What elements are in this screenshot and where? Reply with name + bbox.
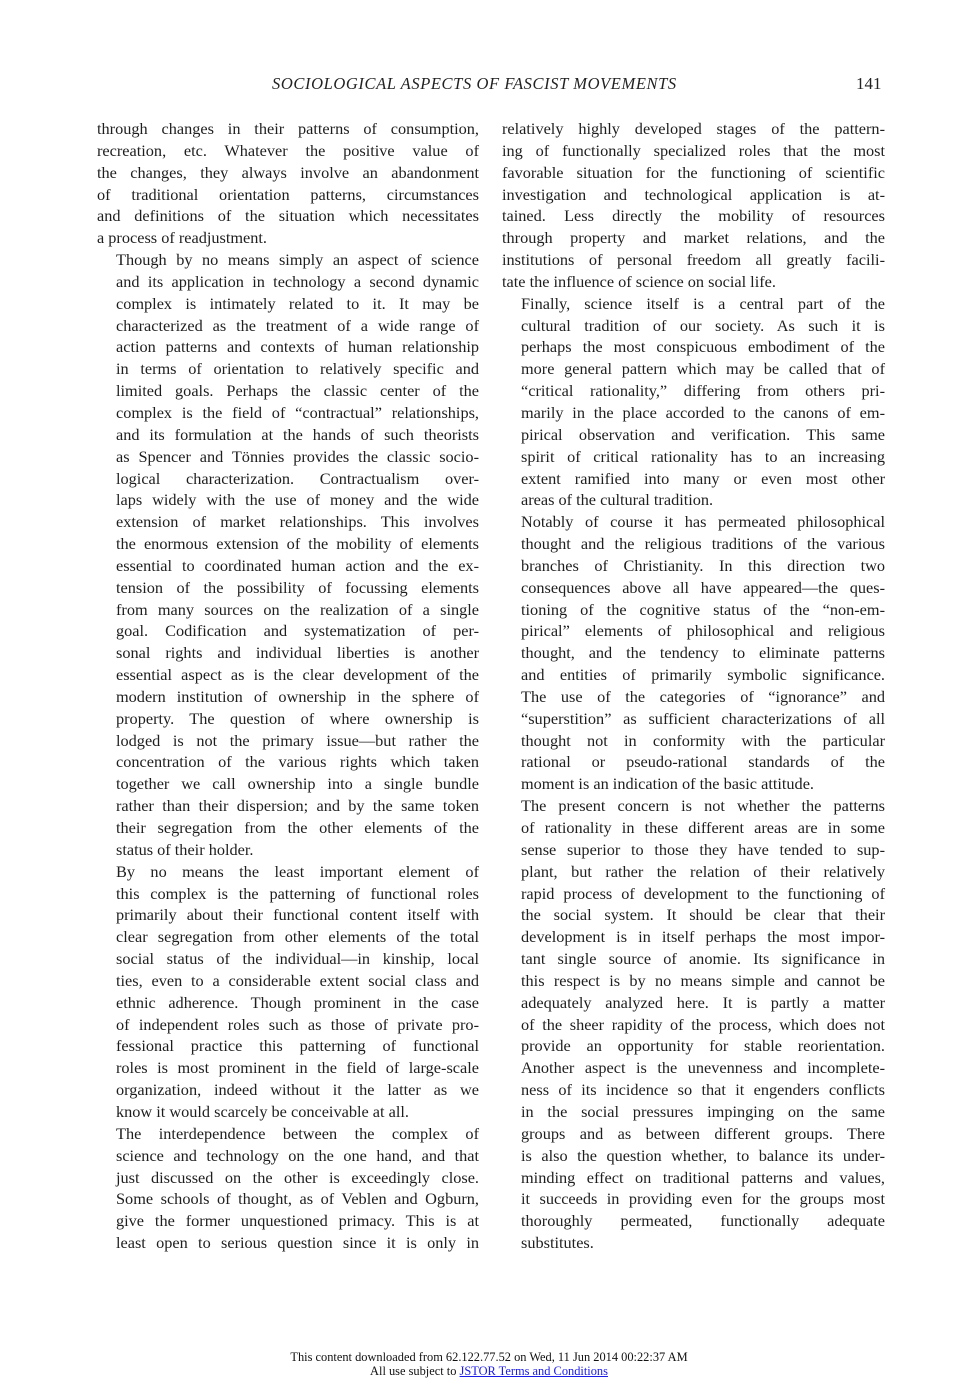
text-line: laps widely with the use of money and the wide xyxy=(116,490,479,510)
text-line: substitutes. xyxy=(521,1233,594,1253)
text-line: organization, indeed without it the latter as we xyxy=(116,1080,479,1100)
text-line: more general pattern which may be called that of xyxy=(521,359,885,379)
text-line: essential aspect as is the clear development of the xyxy=(116,665,479,685)
text-line: their segregation from the other elements of the xyxy=(116,818,479,837)
text-line: it succeeds in providing even for the groups most xyxy=(521,1189,885,1209)
text-line: adequately analyzed here. It is partly a matter xyxy=(521,992,885,1012)
text-line: tate the influence of science on social life. xyxy=(502,271,776,291)
text-line: marily in the place accorded to the canons of em- xyxy=(521,402,885,422)
text-line: of independent roles such as those of private pro- xyxy=(116,1014,479,1034)
text-line: ties, even to a considerable extent social class and xyxy=(116,970,479,990)
text-line: this respect is by no means simple and cannot be xyxy=(521,970,885,990)
text-line: perhaps the most conspicuous embodiment of the xyxy=(521,337,885,357)
text-line: The use of the categories of “ignorance” and xyxy=(521,686,885,706)
text-line: tension of the possibility of focussing elements xyxy=(116,577,479,597)
text-line: spirit of critical rationality has to an increasing xyxy=(521,446,885,466)
text-line: the enormous extension of the mobility of elements xyxy=(116,534,479,554)
text-line: pirical observation and verification. This same xyxy=(521,424,885,444)
text-line: least open to serious question since it is only in xyxy=(116,1233,479,1253)
text-line: is also the question whether, to balance its under- xyxy=(521,1145,885,1165)
text-line: ethnic adherence. Though prominent in the case xyxy=(116,992,479,1012)
text-line: “superstition” as sufficient characterizations of all xyxy=(521,708,885,728)
text-line: minding effect on traditional patterns and values, xyxy=(521,1167,885,1187)
text-line: Another aspect is the unevenness and incomplete- xyxy=(521,1058,885,1078)
text-line: branches of Christianity. In this direction two xyxy=(521,555,885,575)
text-line: together we call ownership into a single bundle xyxy=(116,774,479,794)
text-line: and its formulation at the hands of such theorists xyxy=(116,424,479,444)
jstor-terms-link[interactable]: JSTOR Terms and Conditions xyxy=(459,1364,608,1378)
text-line: extension of market relationships. This involves xyxy=(116,512,479,532)
text-line: of the sheer rapidity of the process, which does not xyxy=(521,1014,885,1034)
text-line: of traditional orientation patterns, circumstances xyxy=(97,184,479,204)
text-line: Though by no means simply an aspect of science xyxy=(116,250,479,270)
text-line: from many sources on the realization of a single xyxy=(116,599,479,619)
download-notice: This content downloaded from 62.122.77.52 on Wed, 11 Jun 2014 00:22:37 AM xyxy=(290,1350,688,1364)
text-line: essential to coordinated human action and the ex- xyxy=(116,555,479,575)
text-line: know it would scarcely be conceivable at all. xyxy=(116,1101,409,1121)
text-line: Some schools of thought, as of Veblen and Ogburn, xyxy=(116,1189,479,1209)
text-line: The present concern is not whether the patterns xyxy=(521,796,885,816)
text-line: rapid process of development to the functioning of xyxy=(521,883,885,903)
text-line: as Spencer and Tönnies provides the classic socio- xyxy=(116,446,479,466)
text-line: complex is the field of “contractual” relationships, xyxy=(116,402,479,422)
text-line: primarily about their functional content itself with xyxy=(116,905,479,925)
left-column xyxy=(97,118,479,1254)
text-line: ing of functionally specialized roles that the most xyxy=(502,140,885,160)
text-line: areas of the cultural tradition. xyxy=(521,490,714,510)
page-number: 141 xyxy=(856,74,882,93)
text-line: thoroughly permeated, functionally adequate xyxy=(521,1211,885,1231)
text-line: complex is intimately related to it. It may be xyxy=(116,293,479,313)
text-line: science and technology on the one hand, and that xyxy=(116,1145,479,1165)
text-line: consequences above all have appeared—the ques- xyxy=(521,577,885,597)
text-line: through property and market relations, and the xyxy=(502,228,885,248)
text-line: thought, and the tendency to eliminate patterns xyxy=(521,643,885,663)
paragraph xyxy=(97,249,479,861)
text-line: action patterns and contexts of human relationship xyxy=(116,337,479,357)
footer xyxy=(0,1350,978,1378)
text-line: ness of its incidence so that it engenders conflicts xyxy=(521,1080,885,1100)
text-line: through changes in their patterns of consumption, xyxy=(97,119,479,138)
terms-prefix: All use subject to xyxy=(370,1364,460,1378)
paragraph xyxy=(502,118,885,293)
text-line: roles is most prominent in the field of large-scale xyxy=(116,1058,479,1078)
text-line: “critical rationality,” differing from others pri- xyxy=(521,381,885,401)
text-line: limited goals. Perhaps the classic center of the xyxy=(116,381,479,401)
text-line: in the social pressures impinging on the same xyxy=(521,1101,885,1121)
text-line: extent ramified into many or even most other xyxy=(521,468,885,488)
paragraph xyxy=(97,861,479,1123)
text-line: and its application in technology a second dynamic xyxy=(116,271,479,291)
text-line: tant single source of anomie. Its significance in xyxy=(521,949,885,969)
paragraph xyxy=(502,795,885,1254)
text-line: give the former unquestioned primacy. This is at xyxy=(116,1211,479,1231)
text-line: clear segregation from other elements of the total xyxy=(116,927,479,947)
text-line: moment is an indication of the basic attitude. xyxy=(521,774,814,794)
text-line: Notably of course it has permeated philosophical xyxy=(521,512,885,532)
text-line: tained. Less directly the mobility of resources xyxy=(502,206,885,226)
text-line: recreation, etc. Whatever the positive value of xyxy=(97,140,479,160)
text-line: the changes, they always involve an abandonment xyxy=(97,162,479,182)
text-line: logical characterization. Contractualism over- xyxy=(116,468,479,488)
text-line: of rationality in these different areas are in some xyxy=(521,818,885,837)
running-head xyxy=(0,74,978,98)
text-line: in terms of orientation to relatively specific and xyxy=(116,359,479,379)
text-line: By no means the least important element of xyxy=(116,861,479,881)
text-line: concentration of the various rights which taken xyxy=(116,752,479,772)
text-line: sense superior to those they have tended to sup- xyxy=(521,839,885,859)
text-line: provide an opportunity for stable reorientation. xyxy=(521,1036,885,1056)
text-line: rational or pseudo-rational standards of the xyxy=(521,752,885,772)
paragraph xyxy=(502,511,885,795)
text-line: and definitions of the situation which necessitates xyxy=(97,206,479,226)
text-line: the social system. It should be clear that their xyxy=(521,905,885,925)
text-line: social status of the individual—in kinship, local xyxy=(116,949,479,969)
paragraph xyxy=(502,293,885,511)
text-line: tioning of the cognitive status of the “non-em- xyxy=(521,599,885,619)
text-line: and entities of primarily symbolic significance. xyxy=(521,665,885,685)
text-line: groups and as between different groups. There xyxy=(521,1123,885,1143)
text-line: The interdependence between the complex of xyxy=(116,1123,479,1143)
paragraph xyxy=(97,1123,479,1254)
text-line: thought not in conformity with the particular xyxy=(521,730,885,750)
text-line: favorable situation for the functioning of scientific xyxy=(502,162,885,182)
text-line: this complex is the patterning of functional roles xyxy=(116,883,479,903)
text-line: development is in itself perhaps the most impor- xyxy=(521,927,885,947)
text-line: a process of readjustment. xyxy=(97,228,267,248)
paragraph xyxy=(97,118,479,249)
text-line: investigation and technological application is at- xyxy=(502,184,885,204)
text-line: modern institution of ownership in the sphere of xyxy=(116,686,479,706)
text-line: cultural tradition of our society. As such it is xyxy=(521,315,885,335)
text-line: fessional practice this patterning of functional xyxy=(116,1036,479,1056)
right-column xyxy=(502,118,885,1254)
text-line: Finally, science itself is a central part of the xyxy=(521,293,885,313)
text-line: goal. Codification and systematization of per- xyxy=(116,621,479,641)
text-line: plant, but rather the relation of their relatively xyxy=(521,861,885,881)
text-line: sonal rights and individual liberties is another xyxy=(116,643,479,663)
text-line: thought and the religious traditions of the various xyxy=(521,534,885,554)
terms-line xyxy=(0,1364,978,1378)
text-line: relatively highly developed stages of the pattern- xyxy=(502,119,885,138)
text-line: status of their holder. xyxy=(116,839,254,859)
text-line: pirical” elements of philosophical and religious xyxy=(521,621,885,641)
text-line: just discussed on the other is exceedingly close. xyxy=(116,1167,479,1187)
text-line: lodged is not the primary issue—but rather the xyxy=(116,730,479,750)
running-title: SOCIOLOGICAL ASPECTS OF FASCIST MOVEMENTS xyxy=(272,74,677,93)
text-line: characterized as the treatment of a wide range of xyxy=(116,315,479,335)
text-line: institutions of personal freedom all greatly facili- xyxy=(502,250,885,270)
text-line: property. The question of where ownership is xyxy=(116,708,479,728)
text-line: rather than their dispersion; and by the same token xyxy=(116,796,479,816)
